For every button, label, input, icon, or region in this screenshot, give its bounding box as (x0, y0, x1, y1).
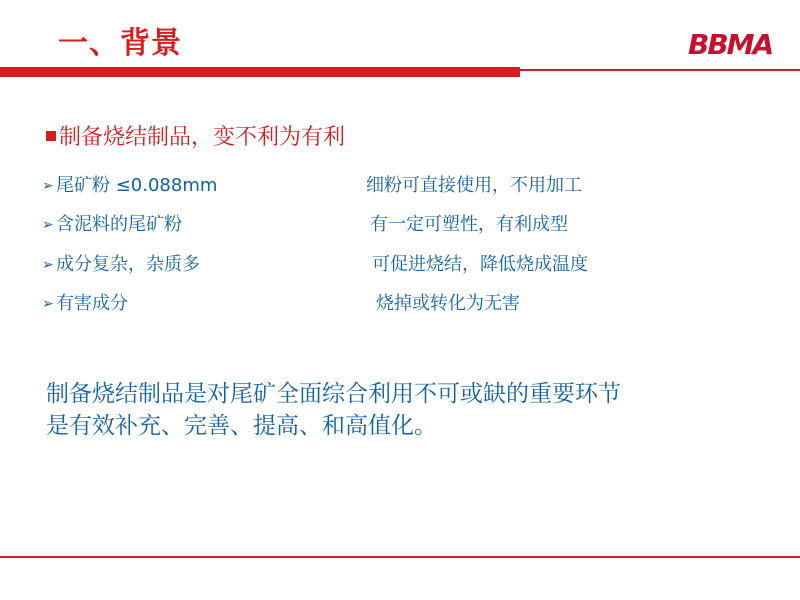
list-item-left: 尾矿粉 ≤0.088mm (56, 175, 218, 196)
section-heading (46, 120, 345, 151)
header-divider-thick (0, 67, 520, 77)
list-item (42, 254, 588, 276)
list-item-right: 烧掉或转化为无害 (376, 293, 520, 314)
arrow-bullet-icon: ➢ (42, 217, 54, 233)
section-heading-text: 制备烧结制品，变不利为有利 (59, 125, 346, 150)
header-divider-thin (520, 69, 800, 71)
list-item (42, 175, 582, 197)
arrow-bullet-icon: ➢ (42, 296, 54, 312)
arrow-bullet-icon: ➢ (42, 178, 54, 194)
list-item-right: 有一定可塑性，有利成型 (370, 214, 568, 235)
summary-line-2: 是有效补充、完善、提高、和高值化。 (46, 413, 437, 439)
page-title: 一、背景 (58, 26, 182, 61)
list-item-left: 有害成分 (56, 293, 128, 314)
list-item-left: 含泥料的尾矿粉 (56, 214, 182, 235)
footer-divider (0, 556, 800, 558)
list-item-left: 成分复杂，杂质多 (56, 254, 200, 275)
square-bullet-icon (46, 131, 56, 141)
arrow-bullet-icon: ➢ (42, 257, 54, 273)
logo-text: BBMA (688, 28, 773, 61)
list-item-right: 细粉可直接使用，不用加工 (366, 175, 582, 196)
list-item (42, 214, 568, 236)
logo (688, 28, 772, 61)
summary-text (46, 378, 621, 442)
list-item (42, 293, 520, 315)
list-item-right: 可促进烧结，降低烧成温度 (372, 254, 588, 275)
summary-line-1: 制备烧结制品是对尾矿全面综合利用不可或缺的重要环节 (46, 381, 621, 407)
